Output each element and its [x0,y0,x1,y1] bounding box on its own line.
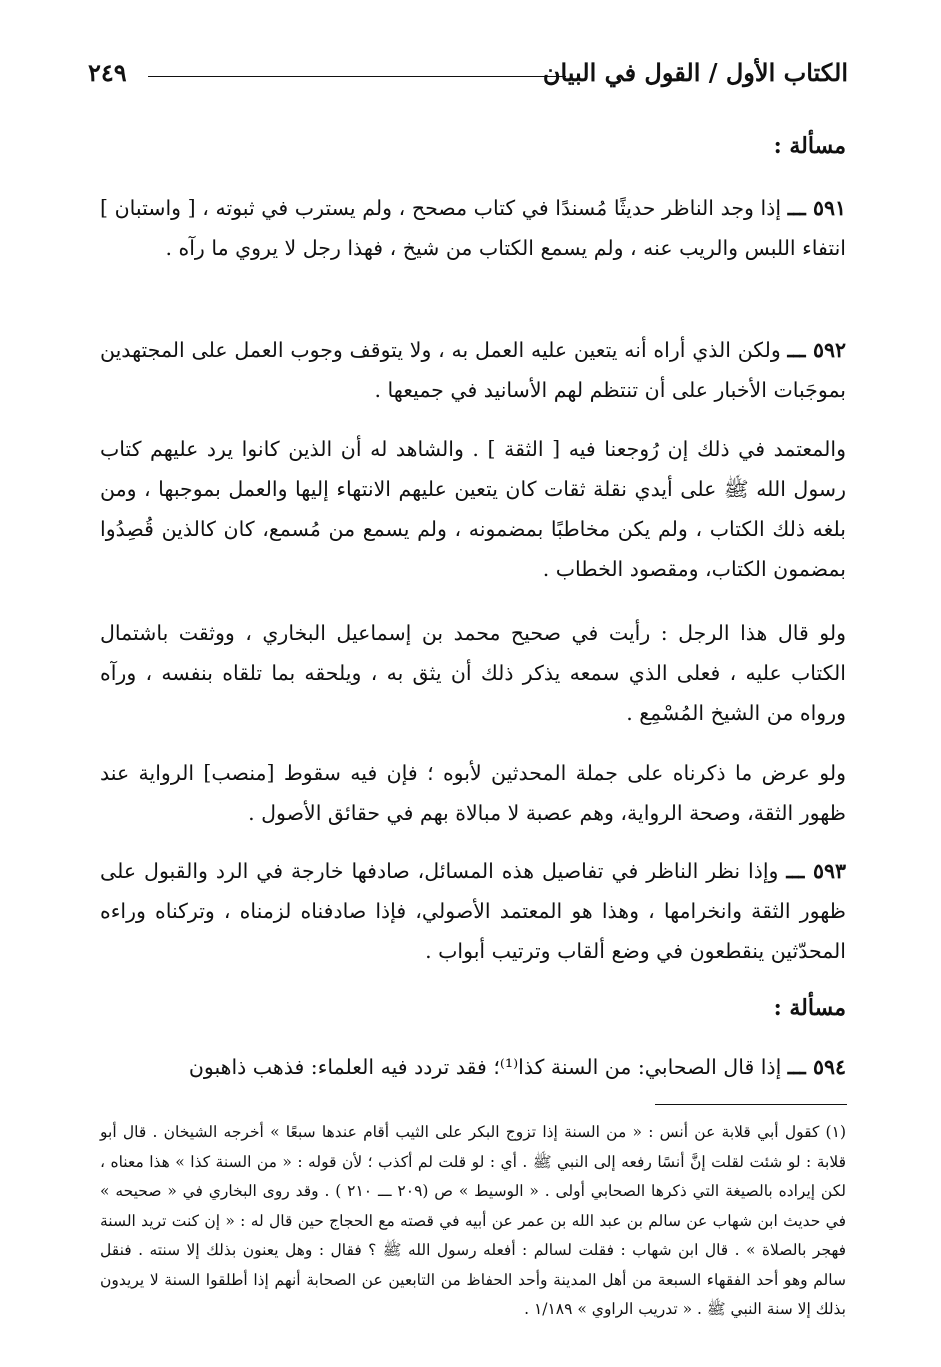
paragraph-text: ولكن الذي أراه أنه يتعين عليه العمل به ، ولا يتوقف وجوب العمل على المجتهدين بموجَبات الأخبار على أن تنتظم لهم الأسانيد في جميعها . [100,338,846,402]
paragraph-594 [100,1047,846,1087]
section-heading: مسألة : [773,995,846,1021]
paragraph-number: ٥٩٢ ـــ [787,338,846,362]
paragraph-593 [100,851,846,971]
paragraph-number: ٥٩٤ ـــ [787,1055,846,1079]
page-number: ٢٤٩ [88,58,127,87]
page-header [88,58,848,98]
paragraph-number: ٥٩١ ـــ [787,196,847,220]
footnote: (١) كقول أبي قلابة عن أنس : « من السنة إذا تزوج البكر على الثيب أقام عندها سبعًا » أخرجه الشيخان . قال أبو قلابة : لو شئت لقلت إنَّ أنسًا رفعه إلى النبي ﷺ . أي : لو قلت لم أكذب ؛ لأن قوله : « من السنة كذا » هذا معناه ، لكن إيراده بالصيغة التي ذكرها الصحابي أولى . « الوسيط » ص (٢٠٩ ـــ ٢١٠ ) . وقد روى البخاري في « صحيحه » في حديث ابن شهاب عن سالم بن عبد الله بن عمر عن أبيه في قصته مع الحجاج حين قال له : « إن كنت تريد السنة فهجر بالصلاة » . قال ابن شهاب : فقلت لسالم : أفعله رسول الله ﷺ ؟ فقال : وهل يعنون بذلك إلا سنته . فنقل سالم وهو أحد الفقهاء السبعة من أهل المدينة وأحد الحفاظ من التابعين عن الصحابة أنهم إذا أطلقوا السنة لا يريدون بذلك إلا سنة النبي ﷺ . « تدريب الراوي » ١/١٨٩ . [100,1123,846,1318]
paragraph-text: وإذا نظر الناظر في تفاصيل هذه المسائل، صادفها خارجة في الرد والقبول على ظهور الثقة وانخرامها ، وهذا هو المعتمد الأصولي، فإذا صادفناه لزمناه ، وتركناه وراءه المحدّثين ينقطعون في وضع ألقاب وترتيب أبواب . [100,859,846,963]
paragraph-591 [100,188,846,268]
running-title: الكتاب الأول / القول في البيان [542,58,848,87]
paragraph-text: إذا وجد الناظر حديثًا مُسندًا في كتاب مصحح ، ولم يسترب في ثبوته ، [ واستبان ] انتفاء اللبس والريب عنه ، ولم يسمع الكتاب من شيخ ، فهذا رجل لا يروي ما رآه . [100,196,846,260]
paragraph-ard: ولو عرض ما ذكرناه على جملة المحدثين لأبوه ؛ فإن فيه سقوط [منصب] الرواية عند ظهور الثقة، وصحة الرواية، وهم عصبة لا مبالاة بهم في حقائق الأصول . [100,761,846,825]
paragraph-number: ٥٩٣ ـــ [786,859,847,883]
paragraph-mutamad: والمعتمد في ذلك إن رُوجعنا فيه [ الثقة ] . والشاهد له أن الذين كانوا يرد عليهم كتاب رسول الله ﷺ على أيدي نقلة ثقات كان يتعين عليهم الانتهاء إليها والعمل بموجبها ، ومن بلغه ذلك الكتاب ، ولم يكن مخاطبًا بمضمونه ، ولم يسمع من مُسمع، كان كالذين قُصِدُوا بمضمون الكتاب، ومقصود الخطاب . [100,437,846,581]
paragraph-text: إذا قال الصحابي: من السنة كذا⁽¹⁾؛ فقد تردد فيه العلماء: فذهب ذاهبون [188,1055,788,1079]
footnote-rule [655,1104,847,1105]
paragraph-bukhari: ولو قال هذا الرجل : رأيت في صحيح محمد بن إسماعيل البخاري ، ووثقت باشتمال الكتاب عليه ، فعلى الذي سمعه يذكر ذلك أن يثق به ، ويلحقه بما تلقاه بنفسه ، ورآه ورواه من الشيخ المُسْمِع . [100,621,846,725]
header-rule [148,76,566,77]
section-heading: مسألة : [773,133,846,159]
paragraph-592 [100,330,846,410]
